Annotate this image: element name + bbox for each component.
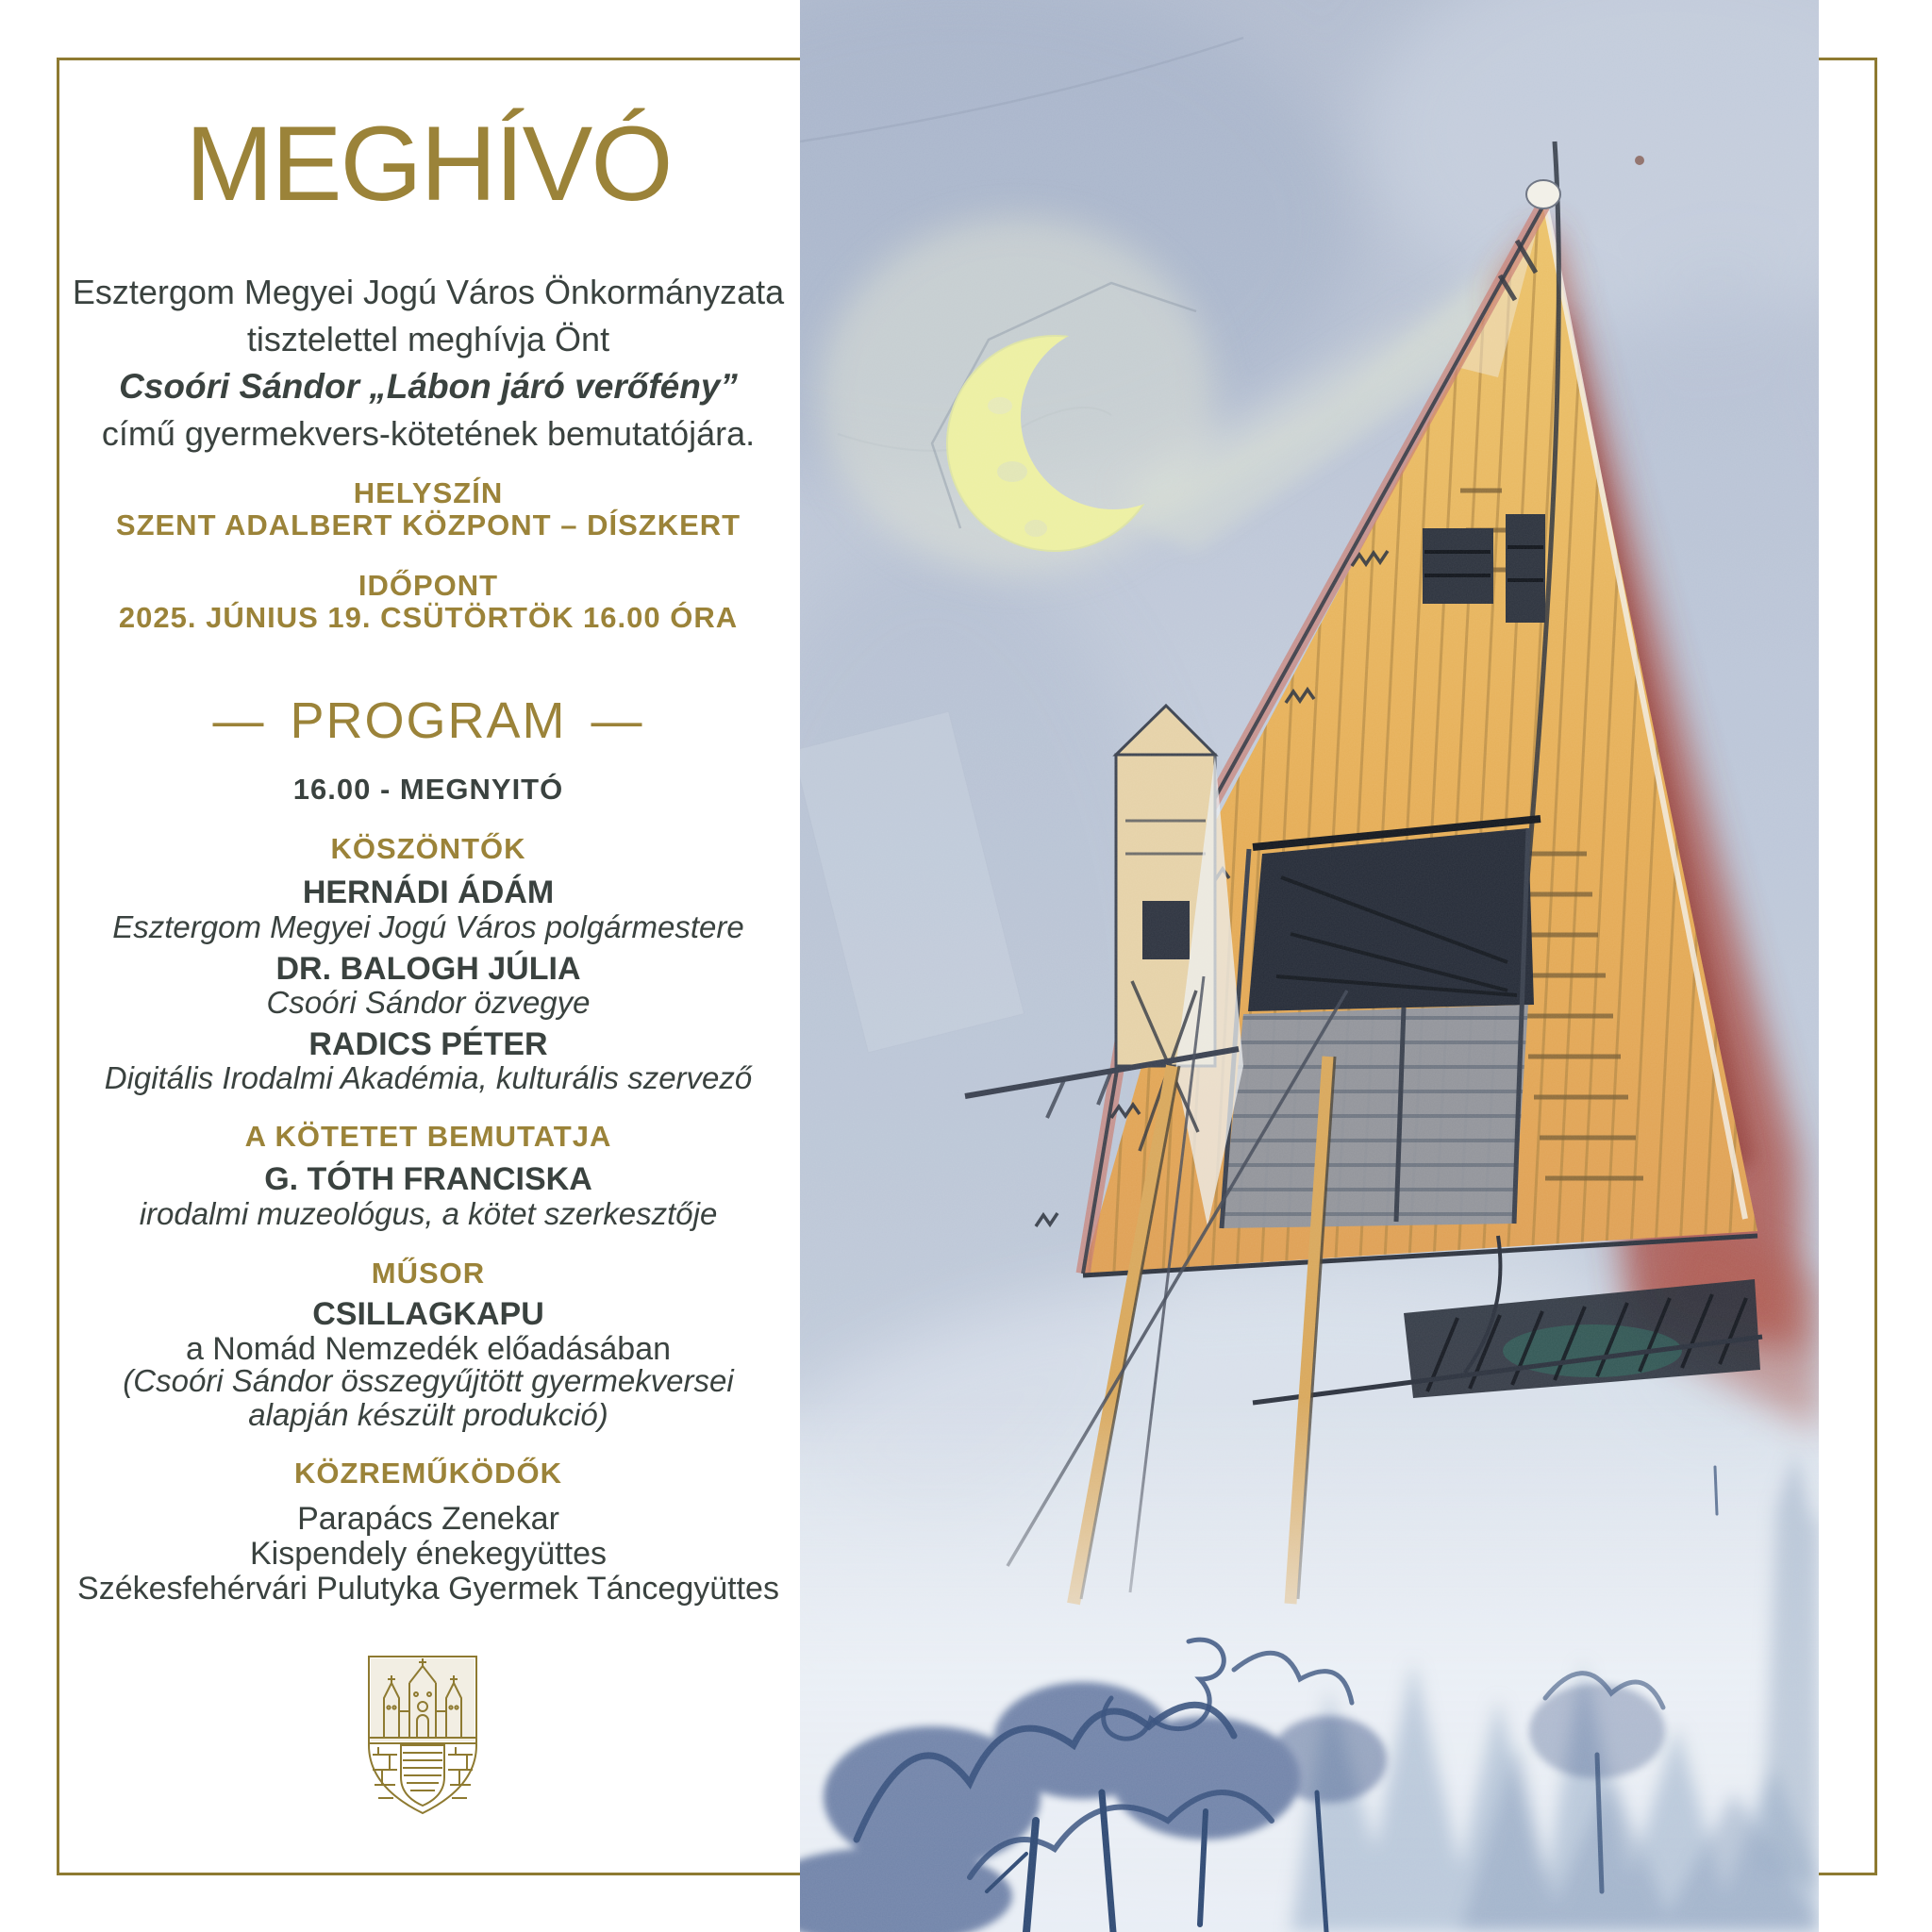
greeter-name: HERNÁDI ÁDÁM [302, 874, 555, 910]
greeter-name: RADICS PÉTER [308, 1026, 548, 1062]
program-dash-left: — [212, 692, 266, 749]
group-title-show: MŰSOR [371, 1257, 486, 1290]
intro-book-title: Csoóri Sándor „Lábon járó verőfény” [119, 367, 738, 406]
city-coat-of-arms-icon [365, 1653, 480, 1819]
intro-line-1: Esztergom Megyei Jogú Város Önkormányzata [72, 273, 785, 311]
program-heading-text: PROGRAM [290, 692, 567, 749]
venue-label: HELYSZÍN [353, 476, 504, 509]
presenter-role: irodalmi muzeológus, a kötet szerkesztője [139, 1196, 718, 1231]
contributor: Székesfehérvári Pulutyka Gyermek Táncegyüttes [77, 1571, 779, 1607]
greeter-role: Csoóri Sándor özvegye [266, 985, 591, 1020]
group-title-contributors: KÖZREMŰKÖDŐK [293, 1457, 563, 1490]
intro-line-4: című gyermekvers-kötetének bemutatójára. [101, 414, 756, 453]
greeter-role: Esztergom Megyei Jogú Város polgármestere [112, 909, 744, 944]
time-label: IDŐPONT [358, 569, 499, 602]
greeter-role: Digitális Irodalmi Akadémia, kulturális szervező [104, 1060, 753, 1095]
group-title-greetings: KÖSZÖNTŐK [330, 832, 526, 865]
program-opening: 16.00 - MEGNYITÓ [292, 773, 564, 806]
venue-value: SZENT ADALBERT KÖZPONT – DÍSZKERT [115, 508, 741, 541]
group-title-presenter: A KÖTETET BEMUTATJA [244, 1120, 612, 1153]
program-dash-right: — [591, 692, 644, 749]
watercolor-illustration [800, 0, 1819, 1932]
show-by: a Nomád Nemzedék előadásában [185, 1331, 672, 1367]
paper-texture [800, 0, 1819, 1932]
intro-paragraph [57, 269, 800, 458]
show-name: CSILLAGKAPU [312, 1296, 544, 1332]
invitation-title: MEGHÍVÓ [185, 105, 672, 223]
contributor: Kispendely énekegyüttes [249, 1536, 608, 1572]
program-heading [57, 690, 800, 752]
contributor: Parapács Zenekar [297, 1501, 559, 1537]
intro-line-2: tisztelettel meghívja Önt [246, 320, 610, 358]
show-note-1: (Csoóri Sándor összegyűjtött gyermekversei [123, 1363, 734, 1398]
show-note-2: alapján készült produkció) [248, 1397, 608, 1432]
time-value: 2025. JÚNIUS 19. CSÜTÖRTÖK 16.00 ÓRA [118, 601, 739, 634]
presenter-name: G. TÓTH FRANCISKA [264, 1161, 592, 1197]
greeter-name: DR. BALOGH JÚLIA [275, 951, 581, 987]
